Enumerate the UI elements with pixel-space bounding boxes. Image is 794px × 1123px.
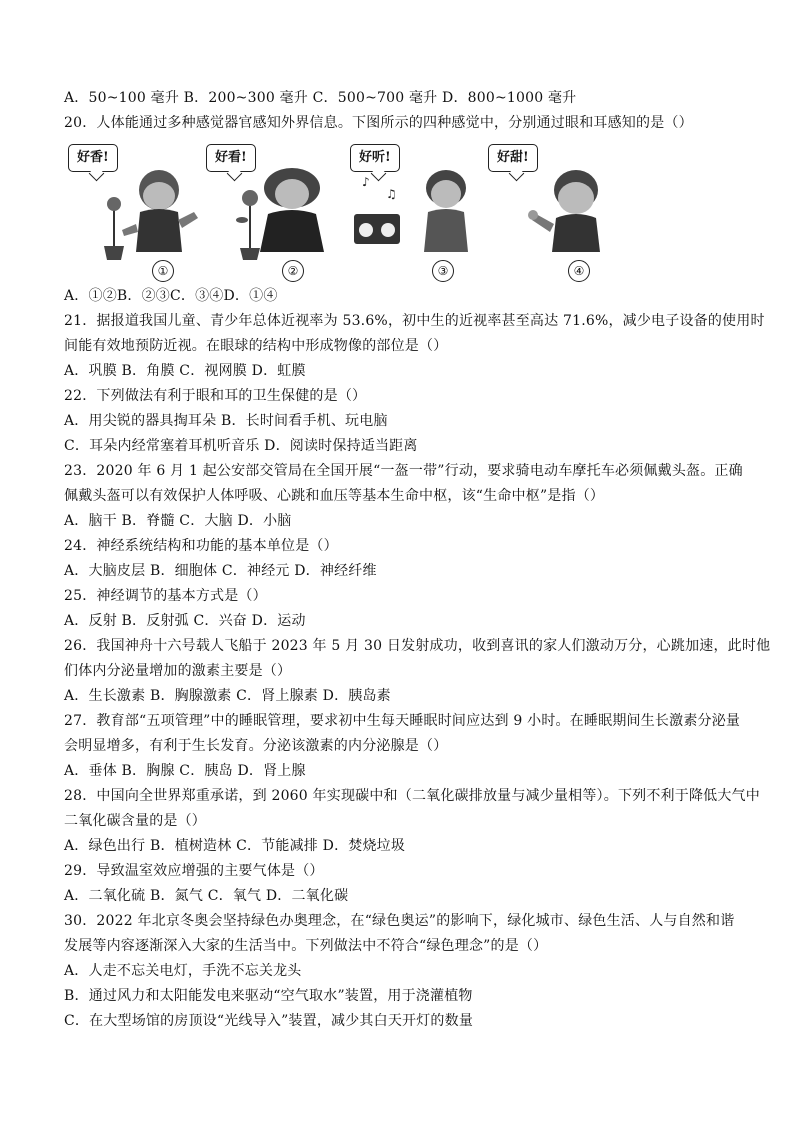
text-line: 们体内分泌量增加的激素主要是（） (64, 663, 292, 679)
text-line: A．大脑皮层 B．细胞体 C．神经元 D．神经纤维 (64, 563, 377, 579)
text-line: 24．神经系统结构和功能的基本单位是（） (64, 538, 338, 554)
girl-looking-at-flower-icon (202, 168, 352, 260)
text-line: A．垂体 B．胸腺 C．胰岛 D．肾上腺 (64, 763, 306, 779)
text-block-before (64, 86, 744, 136)
figure-panel-2 (202, 138, 352, 282)
text-line: 二氧化碳含量的是（） (64, 813, 206, 829)
boy-smelling-flower-icon (64, 168, 214, 260)
text-line: A．用尖锐的器具掏耳朵 B．长时间看手机、玩电脑 (64, 413, 388, 429)
figure-panel-3 (346, 138, 496, 282)
text-line: 29．导致温室效应增强的主要气体是（） (64, 863, 324, 879)
boy-tasting-icon (484, 168, 634, 260)
text-line: A．50~100 毫升 B．200~300 毫升 C．500~700 毫升 D．800~1000 毫升 (64, 90, 577, 106)
panel-number: ② (282, 260, 304, 282)
svg-text:♫: ♫ (386, 187, 397, 201)
text-line: C．耳朵内经常塞着耳机听音乐 D．阅读时保持适当距离 (64, 438, 418, 454)
text-line: B．通过风力和太阳能发电来驱动“空气取水”装置，用于浇灌植物 (64, 988, 473, 1004)
text-line: 27．教育部“五项管理”中的睡眠管理，要求初中生每天睡眠时间应达到 9 小时。在睡眠期间生长激素分泌量 (64, 713, 741, 729)
text-line: C．在大型场馆的房顶设“光线导入”装置，减少其白天开灯的数量 (64, 1013, 474, 1029)
figure-panel-1 (64, 138, 214, 282)
text-line: 会明显增多，有利于生长发育。分泌该激素的内分泌腺是（） (64, 738, 448, 754)
text-block-after (64, 284, 771, 1034)
panel-number: ④ (568, 260, 590, 282)
text-line: 25．神经调节的基本方式是（） (64, 588, 267, 604)
text-line: A．二氧化硫 B．氮气 C．氧气 D．二氧化碳 (64, 888, 349, 904)
text-line: A．生长激素 B．胸腺激素 C．肾上腺素 D．胰岛素 (64, 688, 391, 704)
text-line: A．脑干 B．脊髓 C．大脑 D．小脑 (64, 513, 292, 529)
text-line: 佩戴头盔可以有效保护人体呼吸、心跳和血压等基本生命中枢，该“生命中枢”是指（） (64, 488, 605, 504)
speech-bubble: 好听! (350, 144, 400, 172)
text-line: A．①②B．②③C．③④D．①④ (64, 288, 278, 304)
text-line: 22．下列做法有利于眼和耳的卫生保健的是（） (64, 388, 367, 404)
girl-listening-radio-icon (346, 168, 496, 260)
panel-number: ① (152, 260, 174, 282)
text-line: 发展等内容逐渐深入大家的生活当中。下列做法中不符合“绿色理念”的是（） (64, 938, 548, 954)
text-line: A．绿色出行 B．植树造林 C．节能减排 D．焚烧垃圾 (64, 838, 406, 854)
text-line: 间能有效地预防近视。在眼球的结构中形成物像的部位是（） (64, 338, 448, 354)
text-line: 20．人体能通过多种感觉器官感知外界信息。下图所示的四种感觉中，分别通过眼和耳感知的是（） (64, 115, 693, 131)
panel-number: ③ (432, 260, 454, 282)
senses-figure (64, 138, 744, 282)
speech-bubble: 好看! (206, 144, 256, 172)
exam-page (64, 86, 771, 1034)
speech-bubble: 好甜! (488, 144, 538, 172)
text-line: 30．2022 年北京冬奥会坚持绿色办奥理念，在“绿色奥运”的影响下，绿化城市、绿色生活、人与自然和谐 (64, 913, 735, 929)
text-line: 28．中国向全世界郑重承诺，到 2060 年实现碳中和（二氧化碳排放量与减少量相等）。下列不利于降低大气中 (64, 788, 760, 804)
text-line: A．反射 B．反射弧 C．兴奋 D．运动 (64, 613, 306, 629)
svg-text:♪: ♪ (362, 175, 370, 189)
text-line: A．巩膜 B．角膜 C．视网膜 D．虹膜 (64, 363, 306, 379)
text-line: 23．2020 年 6 月 1 起公安部交管局在全国开展“一盔一带”行动，要求骑电动车摩托车必须佩戴头盔。正确 (64, 463, 743, 479)
figure-panel-4 (484, 138, 634, 282)
text-line: A．人走不忘关电灯，手洗不忘关龙头 (64, 963, 302, 979)
text-line: 21．据报道我国儿童、青少年总体近视率为 53.6%，初中生的近视率甚至高达 71.6%，减少电子设备的使用时 (64, 313, 765, 329)
speech-bubble: 好香! (68, 144, 118, 172)
text-line: 26．我国神舟十六号载人飞船于 2023 年 5 月 30 日发射成功，收到喜讯的家人们激动万分，心跳加速，此时他 (64, 638, 771, 654)
